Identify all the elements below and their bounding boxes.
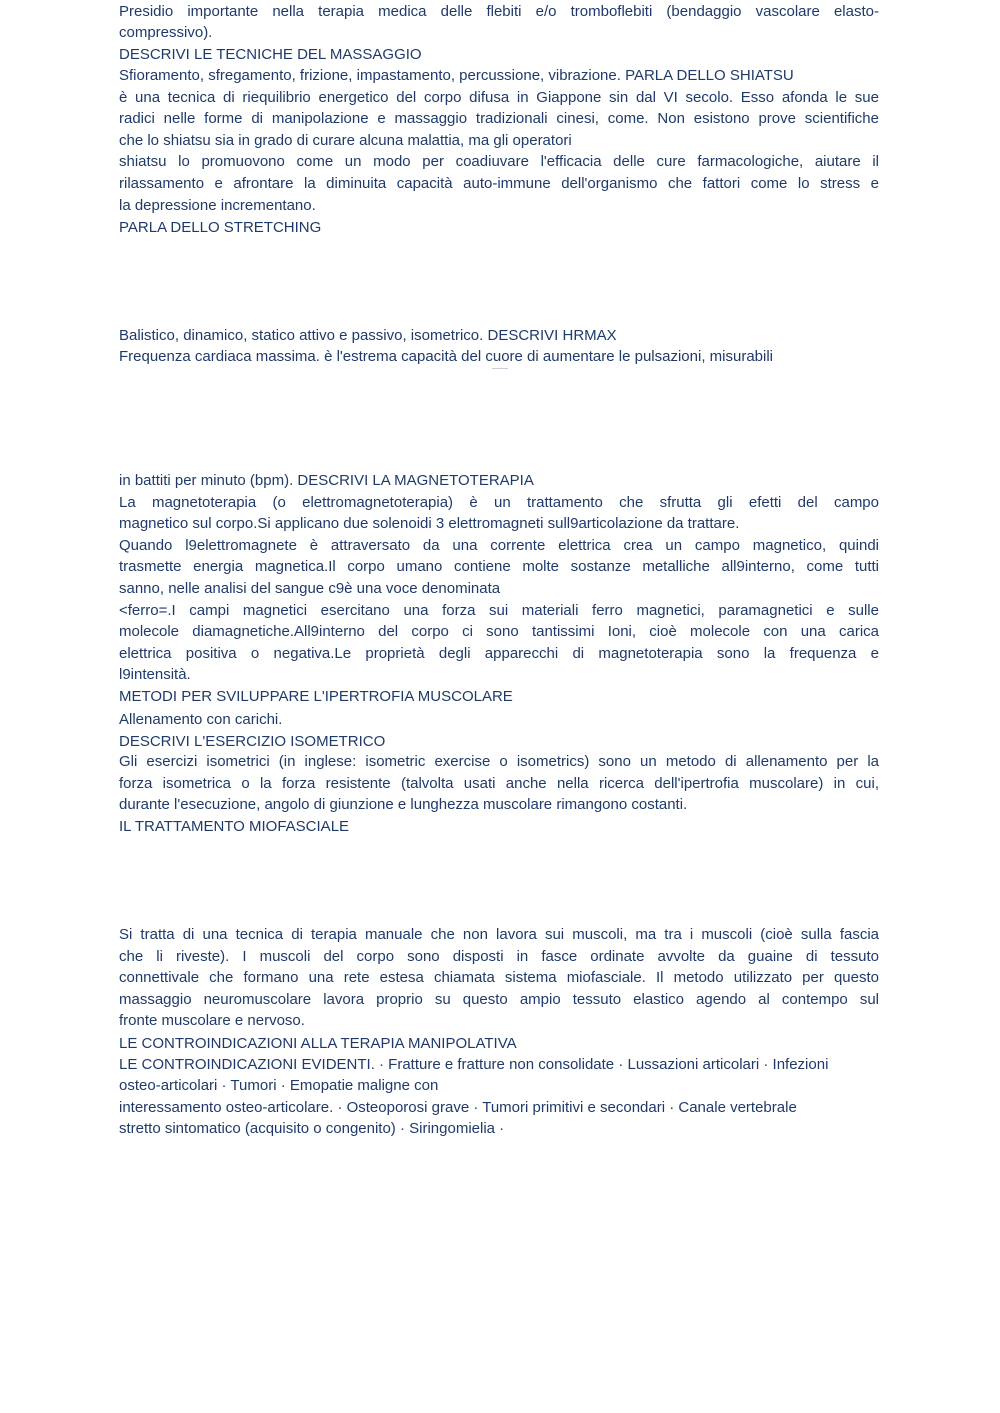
text-line: interessamento osteo-articolare. · Osteoporosi grave · Tumori primitivi e secondari · Canale vertebrale [119,1099,797,1116]
text-line: osteo-articolari · Tumori · Emopatie maligne con [119,1077,439,1094]
text-line: radici nelle forme di manipolazione e massaggio tradizionali cinesi, come. Non esistono prove scientifiche [119,110,879,127]
text-line: rilassamento e afrontare la diminuita capacità auto-immune dell'organismo che fattori come lo stress e [119,175,879,192]
text-line: <ferro=.I campi magnetici esercitano una forza sui materiali ferro magnetici, paramagnetici e sulle [119,602,879,619]
text-line: l9intensità. [119,666,191,683]
text-line: è una tecnica di riequilibrio energetico del corpo difusa in Giappone sin dal VI secolo. Esso afonda le sue [119,89,879,106]
section-heading-stretching: PARLA DELLO STRETCHING [119,219,322,236]
section-heading-ipertrofia: METODI PER SVILUPPARE L'IPERTROFIA MUSCOLARE [119,688,513,705]
text-line: connettivale che formano una rete estesa chiamata sistema miofasciale. Il metodo utilizzato per questo [119,969,879,986]
section-heading-isometrico: DESCRIVI L'ESERCIZIO ISOMETRICO [119,733,386,750]
text-line: Frequenza cardiaca massima. è l'estrema capacità del cuore di aumentare le pulsazioni, misurabili [119,348,774,365]
section-heading-massaggio: DESCRIVI LE TECNICHE DEL MASSAGGIO [119,46,422,63]
text-line: la depressione incrementano. [119,197,316,214]
text-line: trasmette energia magnetica.Il corpo umano contiene molte sostanze metalliche all9interno, come tutti [119,558,879,575]
text-line: Gli esercizi isometrici (in inglese: isometric exercise o isometrics) sono un metodo di allenamento per la [119,753,879,770]
text-line: Allenamento con carichi. [119,711,283,728]
text-line: in battiti per minuto (bpm). DESCRIVI LA MAGNETOTERAPIA [119,472,534,489]
text-line: Presidio importante nella terapia medica delle flebiti e/o tromboflebiti (bendaggio vascolare elasto- [119,3,879,20]
text-line: stretto sintomatico (acquisito o congenito) · Siringomielia · [119,1120,505,1137]
text-line: fronte muscolare e nervoso. [119,1012,305,1029]
text-line: compressivo). [119,24,213,41]
text-line: forza isometrica o la forza resistente (talvolta usati anche nella ricerca dell'ipertrofia muscolare) in cui, [119,775,879,792]
text-line: Si tratta di una tecnica di terapia manuale che non lavora sui muscoli, ma tra i muscoli (cioè sulla fascia [119,926,879,943]
text-line: che li riveste). I muscoli del corpo sono disposti in fasce ordinate avvolte da guaine di tessuto [119,948,879,965]
text-line: Quando l9elettromagnete è attraversato da una corrente elettrica crea un campo magnetico, quindi [119,537,879,554]
text-line: Sfioramento, sfregamento, frizione, impastamento, percussione, vibrazione. PARLA DELLO SHIATSU [119,67,794,84]
section-heading-miofasciale: IL TRATTAMENTO MIOFASCIALE [119,818,350,835]
text-line: LE CONTROINDICAZIONI EVIDENTI. · Fratture e fratture non consolidate · Lussazioni articolari · Infezioni [119,1056,829,1073]
text-line: shiatsu lo promuovono come un modo per coadiuvare l'efficacia delle cure farmacologiche, aiutare il [119,153,879,170]
text-line: massaggio neuromuscolare lavora proprio su questo ampio tessuto elastico agendo al contempo sul [119,991,879,1008]
text-line: sanno, nelle analisi del sangue c9è una voce denominata [119,580,501,597]
text-line: che lo shiatsu sia in grado di curare alcuna malattia, ma gli operatori [119,132,572,149]
separator-mark [492,368,508,369]
section-heading-controindicazioni: LE CONTROINDICAZIONI ALLA TERAPIA MANIPOLATIVA [119,1035,517,1052]
text-line: elettrica positiva o negativa.Le proprietà degli apparecchi di magnetoterapia sono la frequenza e [119,645,879,662]
text-line: durante l'esecuzione, angolo di giunzione e lunghezza muscolare rimangono costanti. [119,796,688,813]
text-line: magnetico sul corpo.Si applicano due solenoidi 3 elettromagneti sull9articolazione da trattare. [119,515,740,532]
text-line: molecole diamagnetiche.All9interno del corpo ci sono tantissimi Ioni, cioè molecole con una carica [119,623,879,640]
text-line: La magnetoterapia (o elettromagnetoterapia) è un trattamento che sfrutta gli efetti del campo [119,494,879,511]
text-line: Balistico, dinamico, statico attivo e passivo, isometrico. DESCRIVI HRMAX [119,327,617,344]
